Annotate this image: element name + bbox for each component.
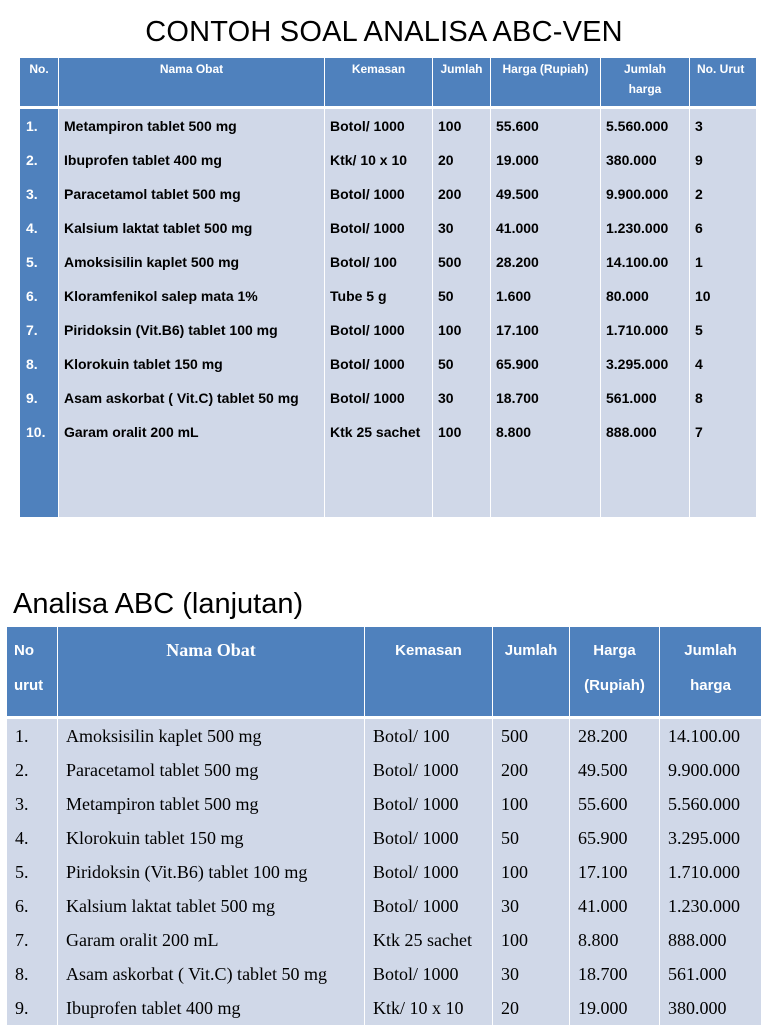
table-row — [7, 889, 761, 923]
header-no-urut-text: No urut — [14, 642, 44, 694]
cell-kemasan: Tube 5 g — [325, 279, 433, 313]
cell-jumlah-harga: 9.900.000 — [601, 177, 690, 211]
cell-nama-obat: Metampiron tablet 500 mg — [59, 109, 325, 143]
cell-jumlah: 50 — [433, 347, 491, 381]
table-row — [7, 787, 761, 821]
table-row — [20, 381, 756, 415]
cell-jumlah: 30 — [493, 889, 570, 923]
cell-nama-obat: Paracetamol tablet 500 mg — [58, 753, 365, 787]
table-row — [20, 347, 756, 381]
cell-harga: 17.100 — [491, 313, 601, 347]
cell-jumlah: 200 — [493, 753, 570, 787]
cell-jumlah: 100 — [493, 923, 570, 957]
cell-jumlah-harga: 5.560.000 — [660, 787, 761, 821]
cell-no-urut: 5. — [7, 855, 58, 889]
cell-no: 5. — [20, 245, 59, 279]
cell-nama-obat: Kalsium laktat tablet 500 mg — [59, 211, 325, 245]
cell-no-urut: 3 — [690, 109, 756, 143]
cell-no: 2. — [20, 143, 59, 177]
header-kemasan: Kemasan — [325, 58, 433, 109]
cell-no: 1. — [20, 109, 59, 143]
cell-no-urut: 8. — [7, 957, 58, 991]
table-header-row — [20, 58, 756, 109]
cell-jumlah: 200 — [433, 177, 491, 211]
header-jumlah: Jumlah — [433, 58, 491, 109]
table-row — [20, 415, 756, 449]
header-jumlah-harga — [601, 58, 690, 109]
cell-jumlah-harga: 9.900.000 — [660, 753, 761, 787]
cell-harga: 55.600 — [491, 109, 601, 143]
header-jumlah-harga-text: Jumlah harga — [684, 642, 737, 694]
cell-harga: 49.500 — [491, 177, 601, 211]
table-row — [20, 109, 756, 143]
header-no-urut: No. Urut — [690, 58, 756, 109]
cell-kemasan: Botol/ 100 — [325, 245, 433, 279]
cell-empty — [20, 449, 59, 517]
header-kemasan: Kemasan — [365, 627, 493, 719]
cell-no-urut: 6 — [690, 211, 756, 245]
cell-jumlah-harga: 380.000 — [601, 143, 690, 177]
cell-no-urut: 1. — [7, 719, 58, 753]
cell-nama-obat: Amoksisilin kaplet 500 mg — [58, 719, 365, 753]
cell-harga: 19.000 — [491, 143, 601, 177]
cell-harga: 28.200 — [491, 245, 601, 279]
table-row — [7, 991, 761, 1025]
cell-jumlah-harga: 1.710.000 — [660, 855, 761, 889]
cell-jumlah: 100 — [433, 109, 491, 143]
slide-title-abc-ven: CONTOH SOAL ANALISA ABC-VEN — [145, 16, 623, 48]
cell-jumlah-harga: 1.710.000 — [601, 313, 690, 347]
cell-no-urut: 8 — [690, 381, 756, 415]
cell-empty — [690, 449, 756, 517]
cell-jumlah-harga: 14.100.00 — [660, 719, 761, 753]
cell-kemasan: Botol/ 1000 — [365, 821, 493, 855]
cell-jumlah: 20 — [433, 143, 491, 177]
cell-jumlah: 50 — [493, 821, 570, 855]
cell-jumlah: 50 — [433, 279, 491, 313]
cell-no-urut: 5 — [690, 313, 756, 347]
cell-no-urut: 2 — [690, 177, 756, 211]
cell-harga: 19.000 — [570, 991, 660, 1025]
cell-jumlah: 500 — [433, 245, 491, 279]
cell-jumlah: 500 — [493, 719, 570, 753]
cell-kemasan: Botol/ 1000 — [365, 957, 493, 991]
cell-no-urut: 7 — [690, 415, 756, 449]
cell-kemasan: Botol/ 1000 — [325, 177, 433, 211]
cell-harga: 49.500 — [570, 753, 660, 787]
cell-jumlah: 30 — [433, 211, 491, 245]
header-harga — [570, 627, 660, 719]
cell-jumlah-harga: 5.560.000 — [601, 109, 690, 143]
cell-jumlah-harga: 14.100.00 — [601, 245, 690, 279]
cell-nama-obat: Metampiron tablet 500 mg — [58, 787, 365, 821]
cell-no: 7. — [20, 313, 59, 347]
cell-kemasan: Botol/ 1000 — [365, 753, 493, 787]
cell-kemasan: Botol/ 1000 — [365, 855, 493, 889]
cell-jumlah-harga: 561.000 — [660, 957, 761, 991]
table-row — [20, 211, 756, 245]
cell-jumlah: 100 — [433, 313, 491, 347]
cell-harga: 65.900 — [491, 347, 601, 381]
cell-no: 9. — [20, 381, 59, 415]
cell-kemasan: Botol/ 1000 — [325, 313, 433, 347]
cell-kemasan: Botol/ 1000 — [365, 889, 493, 923]
cell-nama-obat: Kalsium laktat tablet 500 mg — [58, 889, 365, 923]
cell-empty — [601, 449, 690, 517]
cell-harga: 28.200 — [570, 719, 660, 753]
drug-table-abc-ven — [20, 58, 756, 517]
cell-no-urut: 4 — [690, 347, 756, 381]
cell-no: 4. — [20, 211, 59, 245]
table-row-empty — [20, 449, 756, 517]
cell-nama-obat: Klorokuin tablet 150 mg — [58, 821, 365, 855]
table-row — [7, 957, 761, 991]
cell-nama-obat: Kloramfenikol salep mata 1% — [59, 279, 325, 313]
header-nama-obat: Nama Obat — [58, 627, 365, 719]
cell-nama-obat: Garam oralit 200 mL — [59, 415, 325, 449]
drug-table-abc-sorted — [7, 627, 761, 1025]
cell-no-urut: 3. — [7, 787, 58, 821]
cell-harga: 18.700 — [491, 381, 601, 415]
cell-no-urut: 2. — [7, 753, 58, 787]
cell-no-urut: 1 — [690, 245, 756, 279]
cell-jumlah: 100 — [493, 787, 570, 821]
cell-nama-obat: Garam oralit 200 mL — [58, 923, 365, 957]
cell-jumlah: 30 — [493, 957, 570, 991]
cell-harga: 65.900 — [570, 821, 660, 855]
table-row — [20, 313, 756, 347]
cell-jumlah-harga: 888.000 — [660, 923, 761, 957]
cell-nama-obat: Piridoksin (Vit.B6) tablet 100 mg — [59, 313, 325, 347]
cell-kemasan: Botol/ 1000 — [325, 381, 433, 415]
table-row — [7, 855, 761, 889]
cell-harga: 17.100 — [570, 855, 660, 889]
cell-no-urut: 10 — [690, 279, 756, 313]
header-harga: Harga (Rupiah) — [491, 58, 601, 109]
cell-jumlah-harga: 380.000 — [660, 991, 761, 1025]
cell-kemasan: Botol/ 1000 — [325, 109, 433, 143]
cell-jumlah: 20 — [493, 991, 570, 1025]
cell-harga: 55.600 — [570, 787, 660, 821]
cell-no: 8. — [20, 347, 59, 381]
cell-no-urut: 4. — [7, 821, 58, 855]
cell-jumlah-harga: 561.000 — [601, 381, 690, 415]
cell-nama-obat: Amoksisilin kaplet 500 mg — [59, 245, 325, 279]
header-jumlah-harga — [660, 627, 761, 719]
header-jumlah-harga-text: Jumlah harga — [623, 62, 666, 96]
table-row — [20, 177, 756, 211]
cell-jumlah-harga: 3.295.000 — [660, 821, 761, 855]
cell-kemasan: Botol/ 1000 — [325, 347, 433, 381]
cell-harga: 8.800 — [491, 415, 601, 449]
header-no: No. — [20, 58, 59, 109]
cell-harga: 41.000 — [570, 889, 660, 923]
cell-no-urut: 9. — [7, 991, 58, 1025]
table-row — [20, 143, 756, 177]
cell-jumlah: 100 — [493, 855, 570, 889]
cell-jumlah: 100 — [433, 415, 491, 449]
cell-jumlah-harga: 888.000 — [601, 415, 690, 449]
header-no-urut — [7, 627, 58, 719]
cell-kemasan: Botol/ 1000 — [365, 787, 493, 821]
cell-jumlah-harga: 80.000 — [601, 279, 690, 313]
cell-nama-obat: Asam askorbat ( Vit.C) tablet 50 mg — [58, 957, 365, 991]
cell-nama-obat: Asam askorbat ( Vit.C) tablet 50 mg — [59, 381, 325, 415]
header-harga-text: Harga (Rupiah) — [584, 642, 645, 694]
cell-jumlah-harga: 1.230.000 — [601, 211, 690, 245]
cell-kemasan: Ktk/ 10 x 10 — [365, 991, 493, 1025]
cell-no-urut: 9 — [690, 143, 756, 177]
header-nama-obat: Nama Obat — [59, 58, 325, 109]
cell-nama-obat: Paracetamol tablet 500 mg — [59, 177, 325, 211]
cell-kemasan: Ktk 25 sachet — [325, 415, 433, 449]
table-row — [20, 279, 756, 313]
cell-no: 3. — [20, 177, 59, 211]
cell-nama-obat: Ibuprofen tablet 400 mg — [58, 991, 365, 1025]
cell-nama-obat: Ibuprofen tablet 400 mg — [59, 143, 325, 177]
cell-kemasan: Ktk/ 10 x 10 — [325, 143, 433, 177]
cell-no-urut: 6. — [7, 889, 58, 923]
cell-empty — [433, 449, 491, 517]
table-row — [7, 719, 761, 753]
table-header-row — [7, 627, 761, 719]
cell-kemasan: Ktk 25 sachet — [365, 923, 493, 957]
table-row — [20, 245, 756, 279]
cell-empty — [491, 449, 601, 517]
cell-kemasan: Botol/ 1000 — [325, 211, 433, 245]
cell-harga: 8.800 — [570, 923, 660, 957]
table-row — [7, 753, 761, 787]
cell-no: 6. — [20, 279, 59, 313]
cell-jumlah-harga: 1.230.000 — [660, 889, 761, 923]
cell-harga: 18.700 — [570, 957, 660, 991]
cell-empty — [59, 449, 325, 517]
section-title-analisa-abc: Analisa ABC (lanjutan) — [13, 588, 304, 620]
cell-jumlah-harga: 3.295.000 — [601, 347, 690, 381]
cell-no-urut: 7. — [7, 923, 58, 957]
cell-kemasan: Botol/ 100 — [365, 719, 493, 753]
cell-harga: 41.000 — [491, 211, 601, 245]
cell-nama-obat: Piridoksin (Vit.B6) tablet 100 mg — [58, 855, 365, 889]
header-jumlah: Jumlah — [493, 627, 570, 719]
cell-jumlah: 30 — [433, 381, 491, 415]
cell-no: 10. — [20, 415, 59, 449]
table-row — [7, 923, 761, 957]
table-row — [7, 821, 761, 855]
cell-harga: 1.600 — [491, 279, 601, 313]
cell-nama-obat: Klorokuin tablet 150 mg — [59, 347, 325, 381]
cell-empty — [325, 449, 433, 517]
